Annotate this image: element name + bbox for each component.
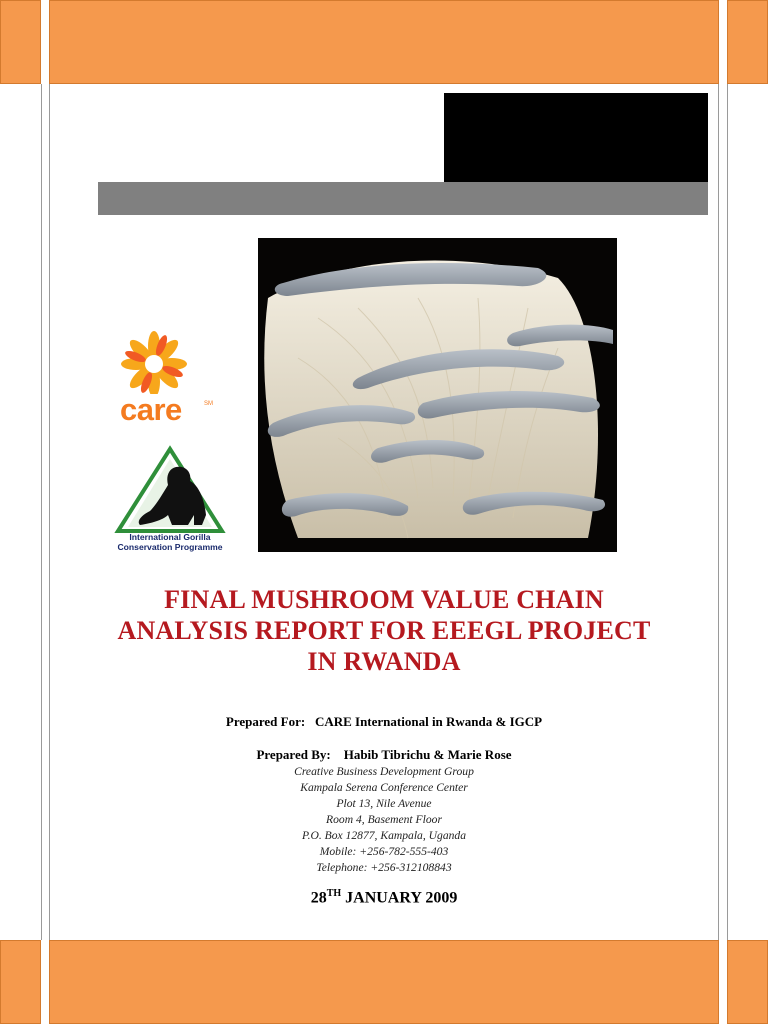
- address-line: Plot 13, Nile Avenue: [336, 797, 432, 810]
- report-title-line-1: FINAL MUSHROOM VALUE CHAIN: [164, 585, 604, 614]
- igcp-caption: [106, 532, 234, 552]
- igcp-caption-line2: Conservation Programme: [117, 542, 223, 552]
- report-date: [0, 888, 768, 907]
- care-service-mark: SM: [204, 401, 213, 407]
- address-line: Kampala Serena Conference Center: [300, 781, 468, 794]
- top-right-corner-block: [727, 0, 768, 84]
- address-line: Creative Business Development Group: [294, 765, 474, 778]
- header-black-block: [444, 93, 708, 183]
- bottom-right-corner-block: [727, 940, 768, 1024]
- report-title-line-2: ANALYSIS REPORT FOR EEEGL PROJECT: [117, 616, 651, 645]
- date-month-year: JANUARY 2009: [345, 889, 458, 907]
- care-logo: [108, 330, 228, 430]
- prepared-for-label: Prepared For:: [225, 714, 306, 729]
- bottom-left-corner-block: [0, 940, 41, 1024]
- author-address-block: [0, 764, 768, 876]
- igcp-logo: [106, 445, 234, 557]
- bottom-banner-block: [49, 940, 719, 1024]
- top-left-corner-block: [0, 0, 41, 84]
- mushroom-cover-photo: [258, 238, 617, 552]
- prepared-by-label: Prepared By:: [256, 747, 331, 762]
- igcp-caption-line1: International Gorilla: [129, 532, 211, 542]
- date-day: 28: [310, 889, 327, 907]
- prepared-for-value: CARE International in Rwanda & IGCP: [314, 714, 543, 729]
- prepared-by-line: [0, 747, 768, 763]
- top-banner-block: [49, 0, 719, 84]
- address-line: Telephone: +256-312108843: [316, 861, 452, 874]
- address-line: Mobile: +256-782-555-403: [319, 845, 449, 858]
- report-title-line-3: IN RWANDA: [307, 647, 461, 676]
- header-grey-band: [98, 182, 708, 215]
- care-wordmark: care: [120, 392, 182, 427]
- gorilla-triangle-icon: [106, 445, 234, 533]
- prepared-for-line: [0, 714, 768, 730]
- report-title: [80, 584, 688, 677]
- address-line: P.O. Box 12877, Kampala, Uganda: [301, 829, 467, 842]
- prepared-by-value: Habib Tibrichu & Marie Rose: [343, 747, 512, 762]
- date-suffix: TH: [326, 888, 342, 899]
- care-sun-icon: [108, 330, 208, 394]
- address-line: Room 4, Basement Floor: [326, 813, 442, 826]
